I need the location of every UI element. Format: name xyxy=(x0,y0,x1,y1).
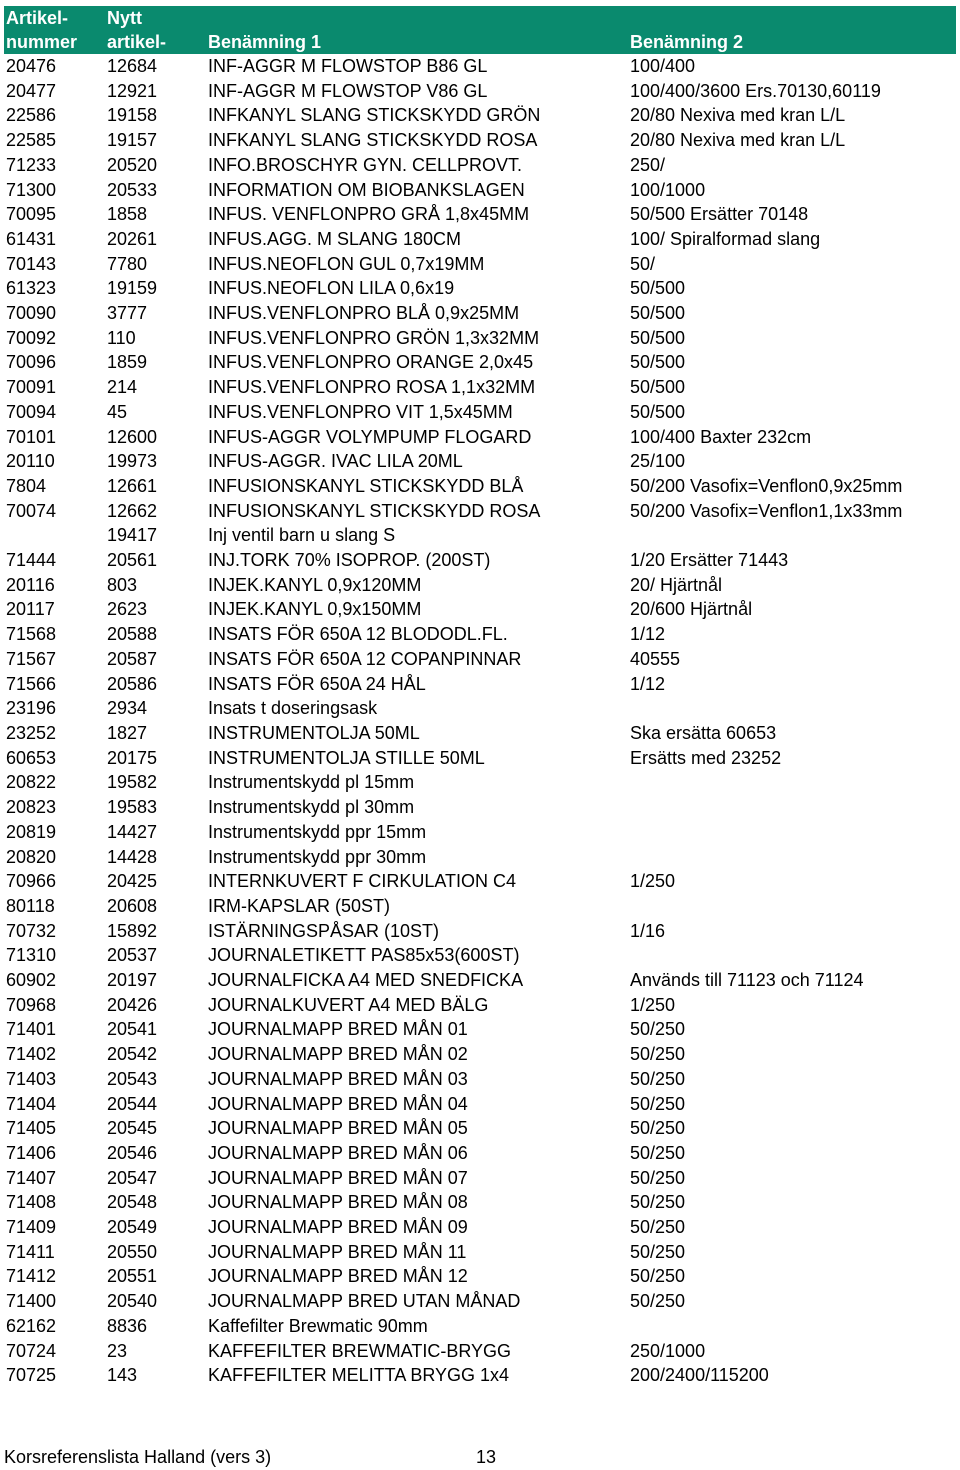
cell-new-article-number: 12662 xyxy=(107,500,158,521)
cell-article-number: 70090 xyxy=(6,303,57,324)
cell-new-article-number: 20549 xyxy=(107,1217,158,1238)
cell-article-number: 71567 xyxy=(6,648,57,669)
table-row xyxy=(4,103,956,128)
cell-new-article-number: 7780 xyxy=(107,253,148,274)
cell-article-number: 20476 xyxy=(6,56,57,76)
cell-article-number: 71401 xyxy=(6,1019,57,1040)
table-row xyxy=(4,1116,956,1141)
cell-article-number: 60902 xyxy=(6,970,57,991)
table-row xyxy=(4,647,956,672)
cell-article-number: 71406 xyxy=(6,1142,57,1163)
cell-name-1: JOURNALKUVERT A4 MED BÄLG xyxy=(208,994,489,1015)
cell-name-1: KAFFEFILTER BREWMATIC-BRYGG xyxy=(208,1340,512,1361)
cell-name-2: 200/2400/115200 xyxy=(630,1365,769,1386)
cell-new-article-number: 20540 xyxy=(107,1291,158,1312)
cell-new-article-number: 12600 xyxy=(107,426,158,447)
cross-reference-sheet xyxy=(4,6,956,1388)
cell-name-1: INF-AGGR M FLOWSTOP B86 GL xyxy=(208,56,488,76)
cell-new-article-number: 20426 xyxy=(107,994,158,1015)
cell-name-2: 50/250 xyxy=(630,1217,686,1238)
cell-new-article-number: 1827 xyxy=(107,722,148,743)
table-row xyxy=(4,1314,956,1339)
cell-article-number: 62162 xyxy=(6,1315,57,1336)
table-row xyxy=(4,1190,956,1215)
cell-article-number: 20117 xyxy=(6,599,55,620)
cell-name-2: 50/500 xyxy=(630,401,686,422)
cell-name-2: 25/100 xyxy=(630,451,686,472)
cell-article-number: 60653 xyxy=(6,747,57,768)
table-row xyxy=(4,128,956,153)
table-row xyxy=(4,597,956,622)
cell-article-number: 71409 xyxy=(6,1217,57,1238)
cell-name-2: Ska ersätta 60653 xyxy=(630,722,777,743)
cell-name-2: 250/1000 xyxy=(630,1340,706,1361)
cell-article-number: 70091 xyxy=(6,377,57,398)
table-row xyxy=(4,1215,956,1240)
table-row xyxy=(4,746,956,771)
cell-name-1: JOURNALMAPP BRED MÅN 05 xyxy=(208,1118,468,1139)
cell-name-1: INF-AGGR M FLOWSTOP V86 GL xyxy=(208,80,488,101)
table-row xyxy=(4,350,956,375)
cell-article-number: 70092 xyxy=(6,327,57,348)
cell-new-article-number: 19583 xyxy=(107,797,158,818)
table-row xyxy=(4,1042,956,1067)
cell-article-number: 71404 xyxy=(6,1093,57,1114)
table-row xyxy=(4,894,956,919)
cell-article-number: 70968 xyxy=(6,994,57,1015)
table-row xyxy=(4,301,956,326)
cell-name-2: 50/ xyxy=(630,253,656,274)
table-row xyxy=(4,548,956,573)
cell-name-1: INFUS. VENFLONPRO GRÅ 1,8x45MM xyxy=(208,204,530,225)
cell-article-number: 71310 xyxy=(6,945,57,966)
cell-name-1: INSTRUMENTOLJA STILLE 50ML xyxy=(208,747,485,768)
cell-new-article-number: 12684 xyxy=(107,56,158,76)
cell-new-article-number: 20546 xyxy=(107,1142,158,1163)
cell-new-article-number: 20543 xyxy=(107,1068,158,1089)
cell-new-article-number: 20425 xyxy=(107,871,158,892)
cell-name-1: INFUS.VENFLONPRO GRÖN 1,3x32MM xyxy=(208,327,540,348)
cell-new-article-number: 19158 xyxy=(107,105,158,126)
header-article-number-line2: nummer xyxy=(4,30,105,54)
table-row xyxy=(4,474,956,499)
cell-new-article-number: 23 xyxy=(107,1340,128,1361)
cell-name-2 xyxy=(628,696,956,721)
cell-new-article-number: 12921 xyxy=(107,80,158,101)
cell-new-article-number: 20561 xyxy=(107,550,158,571)
cell-article-number: 71411 xyxy=(6,1241,55,1262)
cell-name-2: 50/500 xyxy=(630,278,686,299)
cell-name-2: 100/400/3600 Ers.70130,60119 xyxy=(630,80,881,101)
cell-name-1: INFUS-AGGR VOLYMPUMP FLOGARD xyxy=(208,426,532,447)
cell-name-1: INFO.BROSCHYR GYN. CELLPROVT. xyxy=(208,154,523,175)
cell-name-1: ISTÄRNINGSPÅSAR (10ST) xyxy=(208,920,440,941)
table-row xyxy=(4,845,956,870)
cell-name-2: 50/250 xyxy=(630,1192,686,1213)
cell-name-2: 50/250 xyxy=(630,1291,686,1312)
footer-title: Korsreferenslista Halland (vers 3) xyxy=(4,1447,272,1467)
cell-name-2: 50/250 xyxy=(630,1241,686,1262)
cell-name-2 xyxy=(628,1314,956,1339)
cell-article-number: 70143 xyxy=(6,253,57,274)
cell-name-1: INSATS FÖR 650A 24 HÅL xyxy=(208,673,426,694)
cell-name-2 xyxy=(628,943,956,968)
cell-name-2: 50/250 xyxy=(630,1167,686,1188)
cell-new-article-number: 20533 xyxy=(107,179,158,200)
cell-article-number: 71412 xyxy=(6,1266,57,1287)
header-name-2: Benämning 2 xyxy=(628,30,956,54)
cell-name-2: 100/ Spiralformad slang xyxy=(630,228,821,249)
table-row xyxy=(4,770,956,795)
table-row xyxy=(4,425,956,450)
cell-new-article-number: 20550 xyxy=(107,1241,158,1262)
cell-name-1: INFUS.AGG. M SLANG 180CM xyxy=(208,228,462,249)
cell-article-number: 71233 xyxy=(6,154,57,175)
cell-article-number: 22585 xyxy=(6,130,57,151)
cell-name-2: 100/400 Baxter 232cm xyxy=(630,426,812,447)
cell-name-1: INSTRUMENTOLJA 50ML xyxy=(208,722,420,743)
cell-name-2: 100/400 xyxy=(630,56,696,76)
cell-name-2: 20/80 Nexiva med kran L/L xyxy=(630,130,846,151)
table-row xyxy=(4,1067,956,1092)
cell-name-2: 1/12 xyxy=(630,673,666,694)
cell-name-2 xyxy=(628,770,956,795)
cell-new-article-number: 14427 xyxy=(107,821,158,842)
cell-new-article-number: 20520 xyxy=(107,154,158,175)
cell-name-1: JOURNALMAPP BRED MÅN 11 xyxy=(208,1241,467,1262)
cell-new-article-number: 803 xyxy=(107,574,138,595)
cell-new-article-number: 110 xyxy=(107,327,136,348)
cell-article-number: 20477 xyxy=(6,80,57,101)
cell-name-2: 1/16 xyxy=(630,920,666,941)
cell-name-2: 20/600 Hjärtnål xyxy=(630,599,753,620)
cell-article-number: 71402 xyxy=(6,1044,57,1065)
table-body xyxy=(4,54,956,1388)
cell-new-article-number: 20587 xyxy=(107,648,158,669)
cell-name-1: INFUS.NEOFLON LILA 0,6x19 xyxy=(208,278,455,299)
cell-name-1: INFKANYL SLANG STICKSKYDD ROSA xyxy=(208,130,538,151)
cell-name-2 xyxy=(628,845,956,870)
cell-article-number: 71300 xyxy=(6,179,57,200)
cell-name-1: JOURNALETIKETT PAS85x53(600ST) xyxy=(208,945,520,966)
cell-article-number: 71400 xyxy=(6,1291,57,1312)
table-row xyxy=(4,499,956,524)
cell-new-article-number: 12661 xyxy=(107,475,158,496)
cell-name-1: JOURNALMAPP BRED MÅN 03 xyxy=(208,1068,468,1089)
cell-name-1: JOURNALMAPP BRED MÅN 07 xyxy=(208,1167,468,1188)
cell-name-1: INJ.TORK 70% ISOPROP. (200ST) xyxy=(208,550,491,571)
cell-article-number: 71403 xyxy=(6,1068,57,1089)
cell-new-article-number: 2934 xyxy=(107,698,148,719)
cell-name-1: INFUSIONSKANYL STICKSKYDD ROSA xyxy=(208,500,541,521)
table-row xyxy=(4,523,956,548)
cell-new-article-number: 20197 xyxy=(107,970,158,991)
table-row xyxy=(4,1289,956,1314)
cell-name-1: INJEK.KANYL 0,9x120MM xyxy=(208,574,422,595)
header-new-article-line2: artikel- xyxy=(105,30,206,54)
table-row xyxy=(4,919,956,944)
cell-name-1: KAFFEFILTER MELITTA BRYGG 1x4 xyxy=(208,1365,510,1386)
cell-name-2: 1/12 xyxy=(630,624,666,645)
cell-article-number: 20822 xyxy=(6,772,57,793)
table-row xyxy=(4,252,956,277)
cell-article-number: 61323 xyxy=(6,278,57,299)
cell-name-1: INFORMATION OM BIOBANKSLAGEN xyxy=(208,179,525,200)
table-row xyxy=(4,869,956,894)
table-row xyxy=(4,326,956,351)
cell-article-number: 22586 xyxy=(6,105,57,126)
cell-name-2: 50/250 xyxy=(630,1019,686,1040)
cell-name-2: Ersätts med 23252 xyxy=(630,747,782,768)
cell-article-number: 23252 xyxy=(6,722,57,743)
cell-new-article-number: 19157 xyxy=(107,130,158,151)
table-row xyxy=(4,1339,956,1364)
cell-new-article-number: 20544 xyxy=(107,1093,158,1114)
cell-name-2: 100/1000 xyxy=(630,179,706,200)
cell-new-article-number: 1858 xyxy=(107,204,148,225)
cell-name-1: JOURNALFICKA A4 MED SNEDFICKA xyxy=(208,970,524,991)
cell-name-1: Instrumentskydd pl 15mm xyxy=(208,772,415,793)
cell-name-2: 40555 xyxy=(630,648,681,669)
cell-name-1: Instrumentskydd pl 30mm xyxy=(208,797,415,818)
cell-article-number: 70074 xyxy=(6,500,57,521)
cell-article-number: 71568 xyxy=(6,624,57,645)
header-article-number-line1: Artikel- xyxy=(4,6,105,30)
table-row xyxy=(4,1141,956,1166)
cell-name-2 xyxy=(628,795,956,820)
cell-name-2: 50/250 xyxy=(630,1093,686,1114)
cell-new-article-number: 1859 xyxy=(107,352,148,373)
cell-new-article-number: 15892 xyxy=(107,920,158,941)
cell-name-1: JOURNALMAPP BRED MÅN 09 xyxy=(208,1217,468,1238)
table-row xyxy=(4,178,956,203)
cell-name-2: Används till 71123 och 71124 xyxy=(630,970,864,991)
cell-article-number: 70101 xyxy=(6,426,57,447)
cell-new-article-number: 20548 xyxy=(107,1192,158,1213)
table-row xyxy=(4,54,956,79)
cell-name-1: INFUS-AGGR. IVAC LILA 20ML xyxy=(208,451,463,472)
cell-name-1: JOURNALMAPP BRED MÅN 04 xyxy=(208,1093,468,1114)
cell-name-2: 1/250 xyxy=(630,871,676,892)
cell-new-article-number: 214 xyxy=(107,377,138,398)
cell-new-article-number: 19973 xyxy=(107,451,158,472)
cell-name-1: JOURNALMAPP BRED UTAN MÅNAD xyxy=(208,1291,521,1312)
cell-name-2 xyxy=(628,894,956,919)
cell-name-1: JOURNALMAPP BRED MÅN 08 xyxy=(208,1192,468,1213)
cell-new-article-number: 20588 xyxy=(107,624,158,645)
table-header xyxy=(4,6,956,54)
cell-name-2: 1/20 Ersätter 71443 xyxy=(630,550,789,571)
cell-name-1: INFUS.NEOFLON GUL 0,7x19MM xyxy=(208,253,485,274)
cell-name-2: 50/250 xyxy=(630,1142,686,1163)
cell-article-number: 70096 xyxy=(6,352,57,373)
cell-article-number: 71566 xyxy=(6,673,57,694)
table-row xyxy=(4,820,956,845)
table-row xyxy=(4,449,956,474)
page-footer xyxy=(4,1446,497,1468)
cell-new-article-number: 20545 xyxy=(107,1118,158,1139)
table-row xyxy=(4,400,956,425)
page-number: 13 xyxy=(476,1447,497,1467)
cell-new-article-number: 2623 xyxy=(107,599,148,620)
cell-name-2: 250/ xyxy=(630,154,666,175)
cell-name-1: Kaffefilter Brewmatic 90mm xyxy=(208,1315,428,1336)
cell-name-1: Insats t doseringsask xyxy=(208,698,378,719)
cell-new-article-number: 45 xyxy=(107,401,128,422)
table-row xyxy=(4,1264,956,1289)
table-row xyxy=(4,1017,956,1042)
cell-name-1: JOURNALMAPP BRED MÅN 02 xyxy=(208,1044,468,1065)
cell-new-article-number: 20541 xyxy=(107,1019,158,1040)
table-row xyxy=(4,622,956,647)
cell-name-1: INFKANYL SLANG STICKSKYDD GRÖN xyxy=(208,105,541,126)
cell-name-1: INFUS.VENFLONPRO VIT 1,5x45MM xyxy=(208,401,513,422)
cell-article-number: 70966 xyxy=(6,871,57,892)
cell-name-1: Instrumentskydd ppr 30mm xyxy=(208,846,427,867)
cell-article-number: 20116 xyxy=(6,574,55,595)
cell-name-2: 20/ Hjärtnål xyxy=(630,574,723,595)
cell-article-number: 20819 xyxy=(6,821,57,842)
header-name-1: Benämning 1 xyxy=(206,30,628,54)
cell-name-2: 1/250 xyxy=(630,994,676,1015)
cell-article-number: 70724 xyxy=(6,1340,57,1361)
table-row xyxy=(4,993,956,1018)
table-row xyxy=(4,721,956,746)
cell-new-article-number: 20537 xyxy=(107,945,158,966)
table-row xyxy=(4,375,956,400)
table-row xyxy=(4,276,956,301)
table-row xyxy=(4,672,956,697)
cell-new-article-number: 143 xyxy=(107,1365,138,1386)
table-row xyxy=(4,1166,956,1191)
cell-name-2: 50/250 xyxy=(630,1044,686,1065)
cell-article-number: 7804 xyxy=(6,475,47,496)
cell-article-number: 61431 xyxy=(6,228,57,249)
cell-new-article-number: 19417 xyxy=(107,525,158,546)
article-table xyxy=(4,6,956,1388)
cell-name-2: 50/200 Vasofix=Venflon1,1x33mm xyxy=(630,500,903,521)
cell-name-2: 50/500 xyxy=(630,327,686,348)
cell-name-1: INTERNKUVERT F CIRKULATION C4 xyxy=(208,871,517,892)
cell-article-number xyxy=(4,523,105,548)
table-row xyxy=(4,153,956,178)
header-new-article-line1: Nytt xyxy=(105,6,206,30)
table-row xyxy=(4,968,956,993)
cell-new-article-number: 19582 xyxy=(107,772,158,793)
table-row xyxy=(4,1363,956,1388)
cell-article-number: 71405 xyxy=(6,1118,57,1139)
cell-name-2: 50/500 xyxy=(630,377,686,398)
cell-article-number: 20110 xyxy=(6,451,55,472)
cell-article-number: 70732 xyxy=(6,920,57,941)
cell-name-1: INSATS FÖR 650A 12 BLODODL.FL. xyxy=(208,624,508,645)
cell-name-2: 50/500 xyxy=(630,303,686,324)
cell-name-1: INFUS.VENFLONPRO ROSA 1,1x32MM xyxy=(208,377,536,398)
table-row xyxy=(4,227,956,252)
cell-new-article-number: 20551 xyxy=(107,1266,158,1287)
cell-name-1: INFUS.VENFLONPRO BLÅ 0,9x25MM xyxy=(208,303,520,324)
table-row xyxy=(4,1092,956,1117)
cell-new-article-number: 3777 xyxy=(107,303,148,324)
cell-name-1: INFUS.VENFLONPRO ORANGE 2,0x45 xyxy=(208,352,534,373)
table-row xyxy=(4,943,956,968)
cell-name-2 xyxy=(628,523,956,548)
cell-new-article-number: 19159 xyxy=(107,278,158,299)
cell-new-article-number: 20175 xyxy=(107,747,158,768)
cell-new-article-number: 20542 xyxy=(107,1044,158,1065)
cell-name-1: Inj ventil barn u slang S xyxy=(208,525,396,546)
cell-article-number: 23196 xyxy=(6,698,57,719)
cell-new-article-number: 8836 xyxy=(107,1315,148,1336)
cell-article-number: 71408 xyxy=(6,1192,57,1213)
cell-name-2: 50/250 xyxy=(630,1266,686,1287)
cell-name-2: 50/500 Ersätter 70148 xyxy=(630,204,809,225)
cell-name-2: 50/250 xyxy=(630,1118,686,1139)
cell-name-2: 50/250 xyxy=(630,1068,686,1089)
cell-article-number: 80118 xyxy=(6,895,55,916)
cell-name-1: JOURNALMAPP BRED MÅN 12 xyxy=(208,1266,468,1287)
cell-new-article-number: 20586 xyxy=(107,673,158,694)
table-row xyxy=(4,795,956,820)
table-row xyxy=(4,696,956,721)
table-row xyxy=(4,202,956,227)
table-row xyxy=(4,79,956,104)
cell-name-2: 50/500 xyxy=(630,352,686,373)
cell-new-article-number: 20261 xyxy=(107,228,158,249)
cell-article-number: 20823 xyxy=(6,797,57,818)
cell-article-number: 70725 xyxy=(6,1365,57,1386)
cell-article-number: 70095 xyxy=(6,204,57,225)
cell-article-number: 70094 xyxy=(6,401,57,422)
cell-article-number: 71444 xyxy=(6,550,57,571)
cell-name-1: INSATS FÖR 650A 12 COPANPINNAR xyxy=(208,648,522,669)
cell-name-1: INFUSIONSKANYL STICKSKYDD BLÅ xyxy=(208,475,524,496)
cell-article-number: 20820 xyxy=(6,846,57,867)
cell-name-1: Instrumentskydd ppr 15mm xyxy=(208,821,427,842)
cell-name-1: IRM-KAPSLAR (50ST) xyxy=(208,895,391,916)
table-row xyxy=(4,1240,956,1265)
cell-new-article-number: 20608 xyxy=(107,895,158,916)
cell-name-2: 20/80 Nexiva med kran L/L xyxy=(630,105,846,126)
cell-new-article-number: 20547 xyxy=(107,1167,158,1188)
cell-name-2 xyxy=(628,820,956,845)
cell-article-number: 71407 xyxy=(6,1167,57,1188)
cell-name-1: JOURNALMAPP BRED MÅN 01 xyxy=(208,1019,468,1040)
cell-name-1: JOURNALMAPP BRED MÅN 06 xyxy=(208,1142,468,1163)
cell-name-2: 50/200 Vasofix=Venflon0,9x25mm xyxy=(630,475,903,496)
cell-name-1: INJEK.KANYL 0,9x150MM xyxy=(208,599,422,620)
table-row xyxy=(4,573,956,598)
cell-new-article-number: 14428 xyxy=(107,846,158,867)
